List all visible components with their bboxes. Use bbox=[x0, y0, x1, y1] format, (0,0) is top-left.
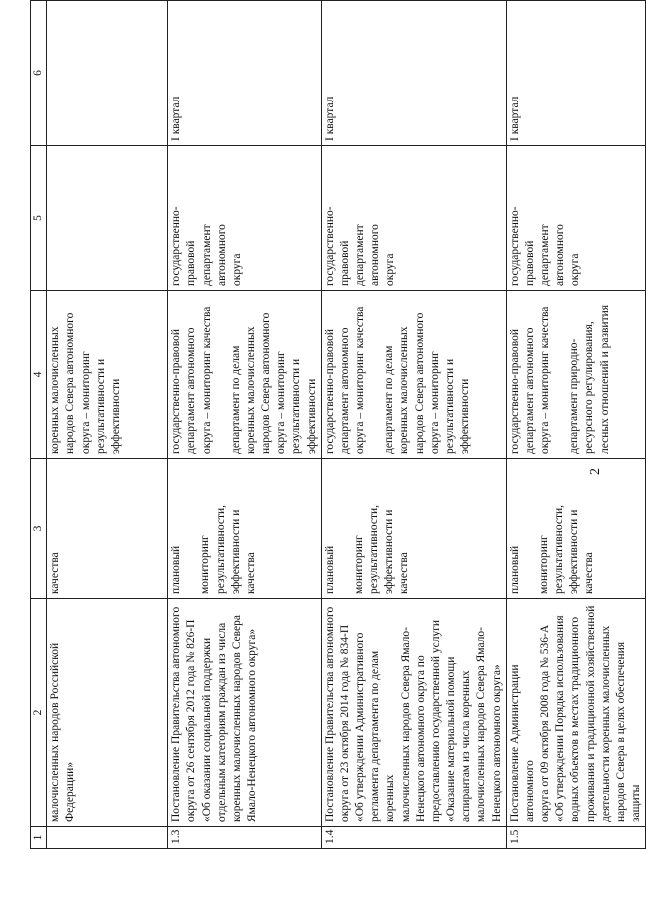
responsible-effectiveness-text: департамент по делам коренных малочисленных народов Севера автономного округа – мониторинг результативности и эффективности bbox=[229, 312, 318, 454]
table-header-row bbox=[31, 1, 47, 849]
coordinator-cell bbox=[321, 146, 506, 291]
responsible-quality-text: государственно-правовой департамент автономного округа – мониторинг качества bbox=[508, 306, 552, 454]
legal-act-cell bbox=[47, 599, 168, 827]
term-cell bbox=[47, 1, 168, 146]
legal-act-text: Постановление Правительства автономного округа от 23 октября 2014 года № 834-П «Об утверждении Административного регламента департамента по делам коренных малочисленных народов Севера Ямало- Ненецкого автономного округа по предоставлению государственной услуги «Оказание материальной помощи аспирантам из числа коренных малочисленных народов Севера Ямало- Ненецкого автономного округа» bbox=[323, 606, 503, 822]
responsible-quality-text: коренных малочисленных народов Севера автономного округа – мониторинг результативности и эффективности bbox=[49, 312, 122, 454]
table-row bbox=[47, 1, 168, 849]
row-number-cell bbox=[321, 827, 506, 849]
row-number: 1.5 bbox=[508, 829, 521, 844]
responsible-cell bbox=[321, 291, 506, 459]
responsible-quality-text: государственно-правовой департамент автономного округа – мониторинг качества bbox=[170, 306, 213, 454]
term-cell bbox=[321, 1, 506, 146]
row-number: 1.4 bbox=[323, 829, 336, 844]
table-row bbox=[321, 1, 506, 849]
monitoring-type-cell bbox=[506, 459, 646, 599]
responsible-cell bbox=[168, 291, 322, 459]
term-text: I квартал bbox=[170, 96, 183, 141]
legal-act-text: малочисленных народов Российской Федерации» bbox=[49, 642, 77, 822]
column-header: 2 bbox=[31, 599, 47, 827]
monitoring-type-cell bbox=[47, 459, 168, 599]
table-row bbox=[506, 1, 646, 849]
coordinator-text: государственно- правовой департамент автономного округа bbox=[508, 206, 582, 286]
responsible-effectiveness-text: департамент природно- ресурсного регулирования, лесных отношений и развития bbox=[568, 304, 611, 454]
responsible-cell bbox=[47, 291, 168, 459]
coordinator-cell bbox=[506, 146, 646, 291]
row-number-cell bbox=[47, 827, 168, 849]
coordinator-cell bbox=[47, 146, 168, 291]
row-number-cell bbox=[506, 827, 646, 849]
term-cell bbox=[168, 1, 322, 146]
term-text: I квартал bbox=[508, 96, 521, 141]
page-number: 2 bbox=[588, 468, 603, 475]
legal-act-text: Постановление Администрации автономного округа от 09 октября 2008 года № 536-А «Об утверждении Порядка использования водных объектов в местах традиционного проживания и традиционной хозяйственной деятельности коренных малочисленных народов Севера в целях обеспечения защиты bbox=[508, 605, 643, 822]
coordinator-text: государственно- правовой департамент автономного округа bbox=[170, 206, 243, 286]
responsible-cell bbox=[506, 291, 646, 459]
monitoring-type-text: плановый bbox=[508, 545, 521, 594]
responsible-effectiveness-text: департамент по делам коренных малочисленных народов Севера автономного округа – мониторинг результативности и эффективности bbox=[383, 312, 472, 454]
column-header: 5 bbox=[31, 146, 47, 291]
coordinator-text: государственно- правовой департамент автономного округа bbox=[323, 206, 397, 286]
monitoring-type-text: плановый bbox=[323, 545, 336, 594]
column-header: 3 bbox=[31, 459, 47, 599]
monitoring-type-cell bbox=[168, 459, 322, 599]
legal-act-text: Постановление Правительства автономного округа от 26 сентября 2012 года № 826-П «Об оказании социальной поддержки отдельным категориям граждан из числа коренных малочисленных народов Севера Ямало-Ненецкого автономного округа» bbox=[170, 606, 259, 822]
monitoring-kind-text: мониторинг результативности, эффективности и качества bbox=[352, 504, 411, 594]
column-header: 6 bbox=[31, 1, 47, 146]
coordinator-cell bbox=[168, 146, 322, 291]
monitoring-kind-text: мониторинг результативности, эффективности и качества bbox=[199, 504, 257, 594]
row-number: 1.3 bbox=[170, 829, 183, 844]
row-number-cell bbox=[168, 827, 322, 849]
monitoring-plan-table bbox=[30, 0, 646, 849]
monitoring-type-text: качества bbox=[49, 552, 62, 594]
table-row bbox=[168, 1, 322, 849]
column-header: 1 bbox=[31, 827, 47, 849]
monitoring-type-cell bbox=[321, 459, 506, 599]
legal-act-cell bbox=[506, 599, 646, 827]
monitoring-kind-text: мониторинг результативности, эффективности и качества bbox=[537, 504, 596, 594]
responsible-quality-text: государственно-правовой департамент автономного округа – мониторинг качества bbox=[323, 306, 367, 454]
monitoring-type-text: плановый bbox=[170, 545, 183, 594]
column-header: 4 bbox=[31, 291, 47, 459]
term-text: I квартал bbox=[323, 96, 336, 141]
term-cell bbox=[506, 1, 646, 146]
legal-act-cell bbox=[321, 599, 506, 827]
legal-act-cell bbox=[168, 599, 322, 827]
